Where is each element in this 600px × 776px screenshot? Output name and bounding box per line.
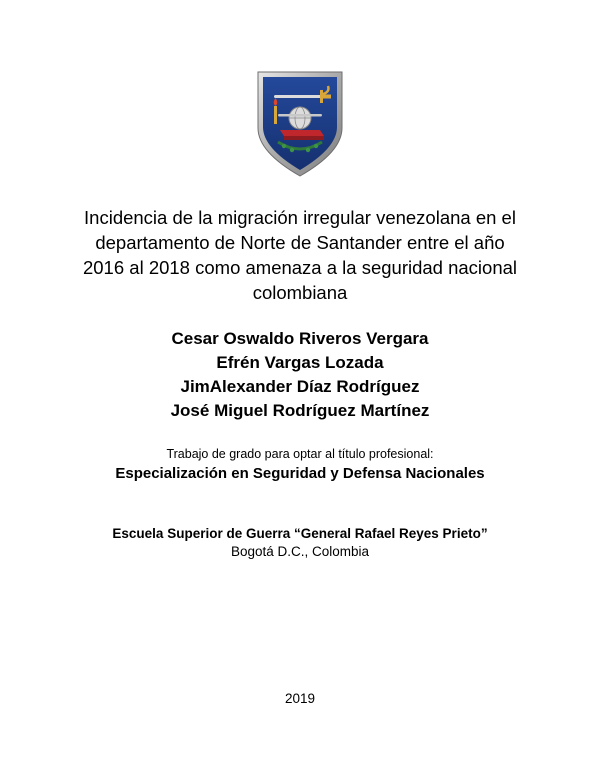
title-line: 2016 al 2018 como amenaza a la seguridad nacional — [82, 257, 518, 278]
author-name: José Miguel Rodríguez Martínez — [170, 401, 430, 420]
title-line: colombiana — [252, 282, 348, 303]
title-line: departamento de Norte de Santander entre el año — [95, 232, 505, 253]
document-title — [0, 205, 600, 305]
publication-year: 2019 — [284, 691, 316, 706]
institutional-shield-logo — [254, 70, 346, 178]
title-line: Incidencia de la migración irregular venezolana en el — [84, 207, 516, 228]
author-name: Efrén Vargas Lozada — [216, 353, 384, 372]
author-list — [0, 327, 600, 423]
thesis-purpose: Trabajo de grado para optar al título profesional: — [166, 447, 434, 461]
author-name: Cesar Oswaldo Riveros Vergara — [171, 329, 429, 348]
institution-city: Bogotá D.C., Colombia — [230, 544, 370, 559]
institution-name: Escuela Superior de Guerra “General Rafael Reyes Prieto” — [112, 526, 488, 541]
author-name: JimAlexander Díaz Rodríguez — [180, 377, 420, 396]
degree-title: Especialización en Seguridad y Defensa Nacionales — [115, 465, 485, 482]
